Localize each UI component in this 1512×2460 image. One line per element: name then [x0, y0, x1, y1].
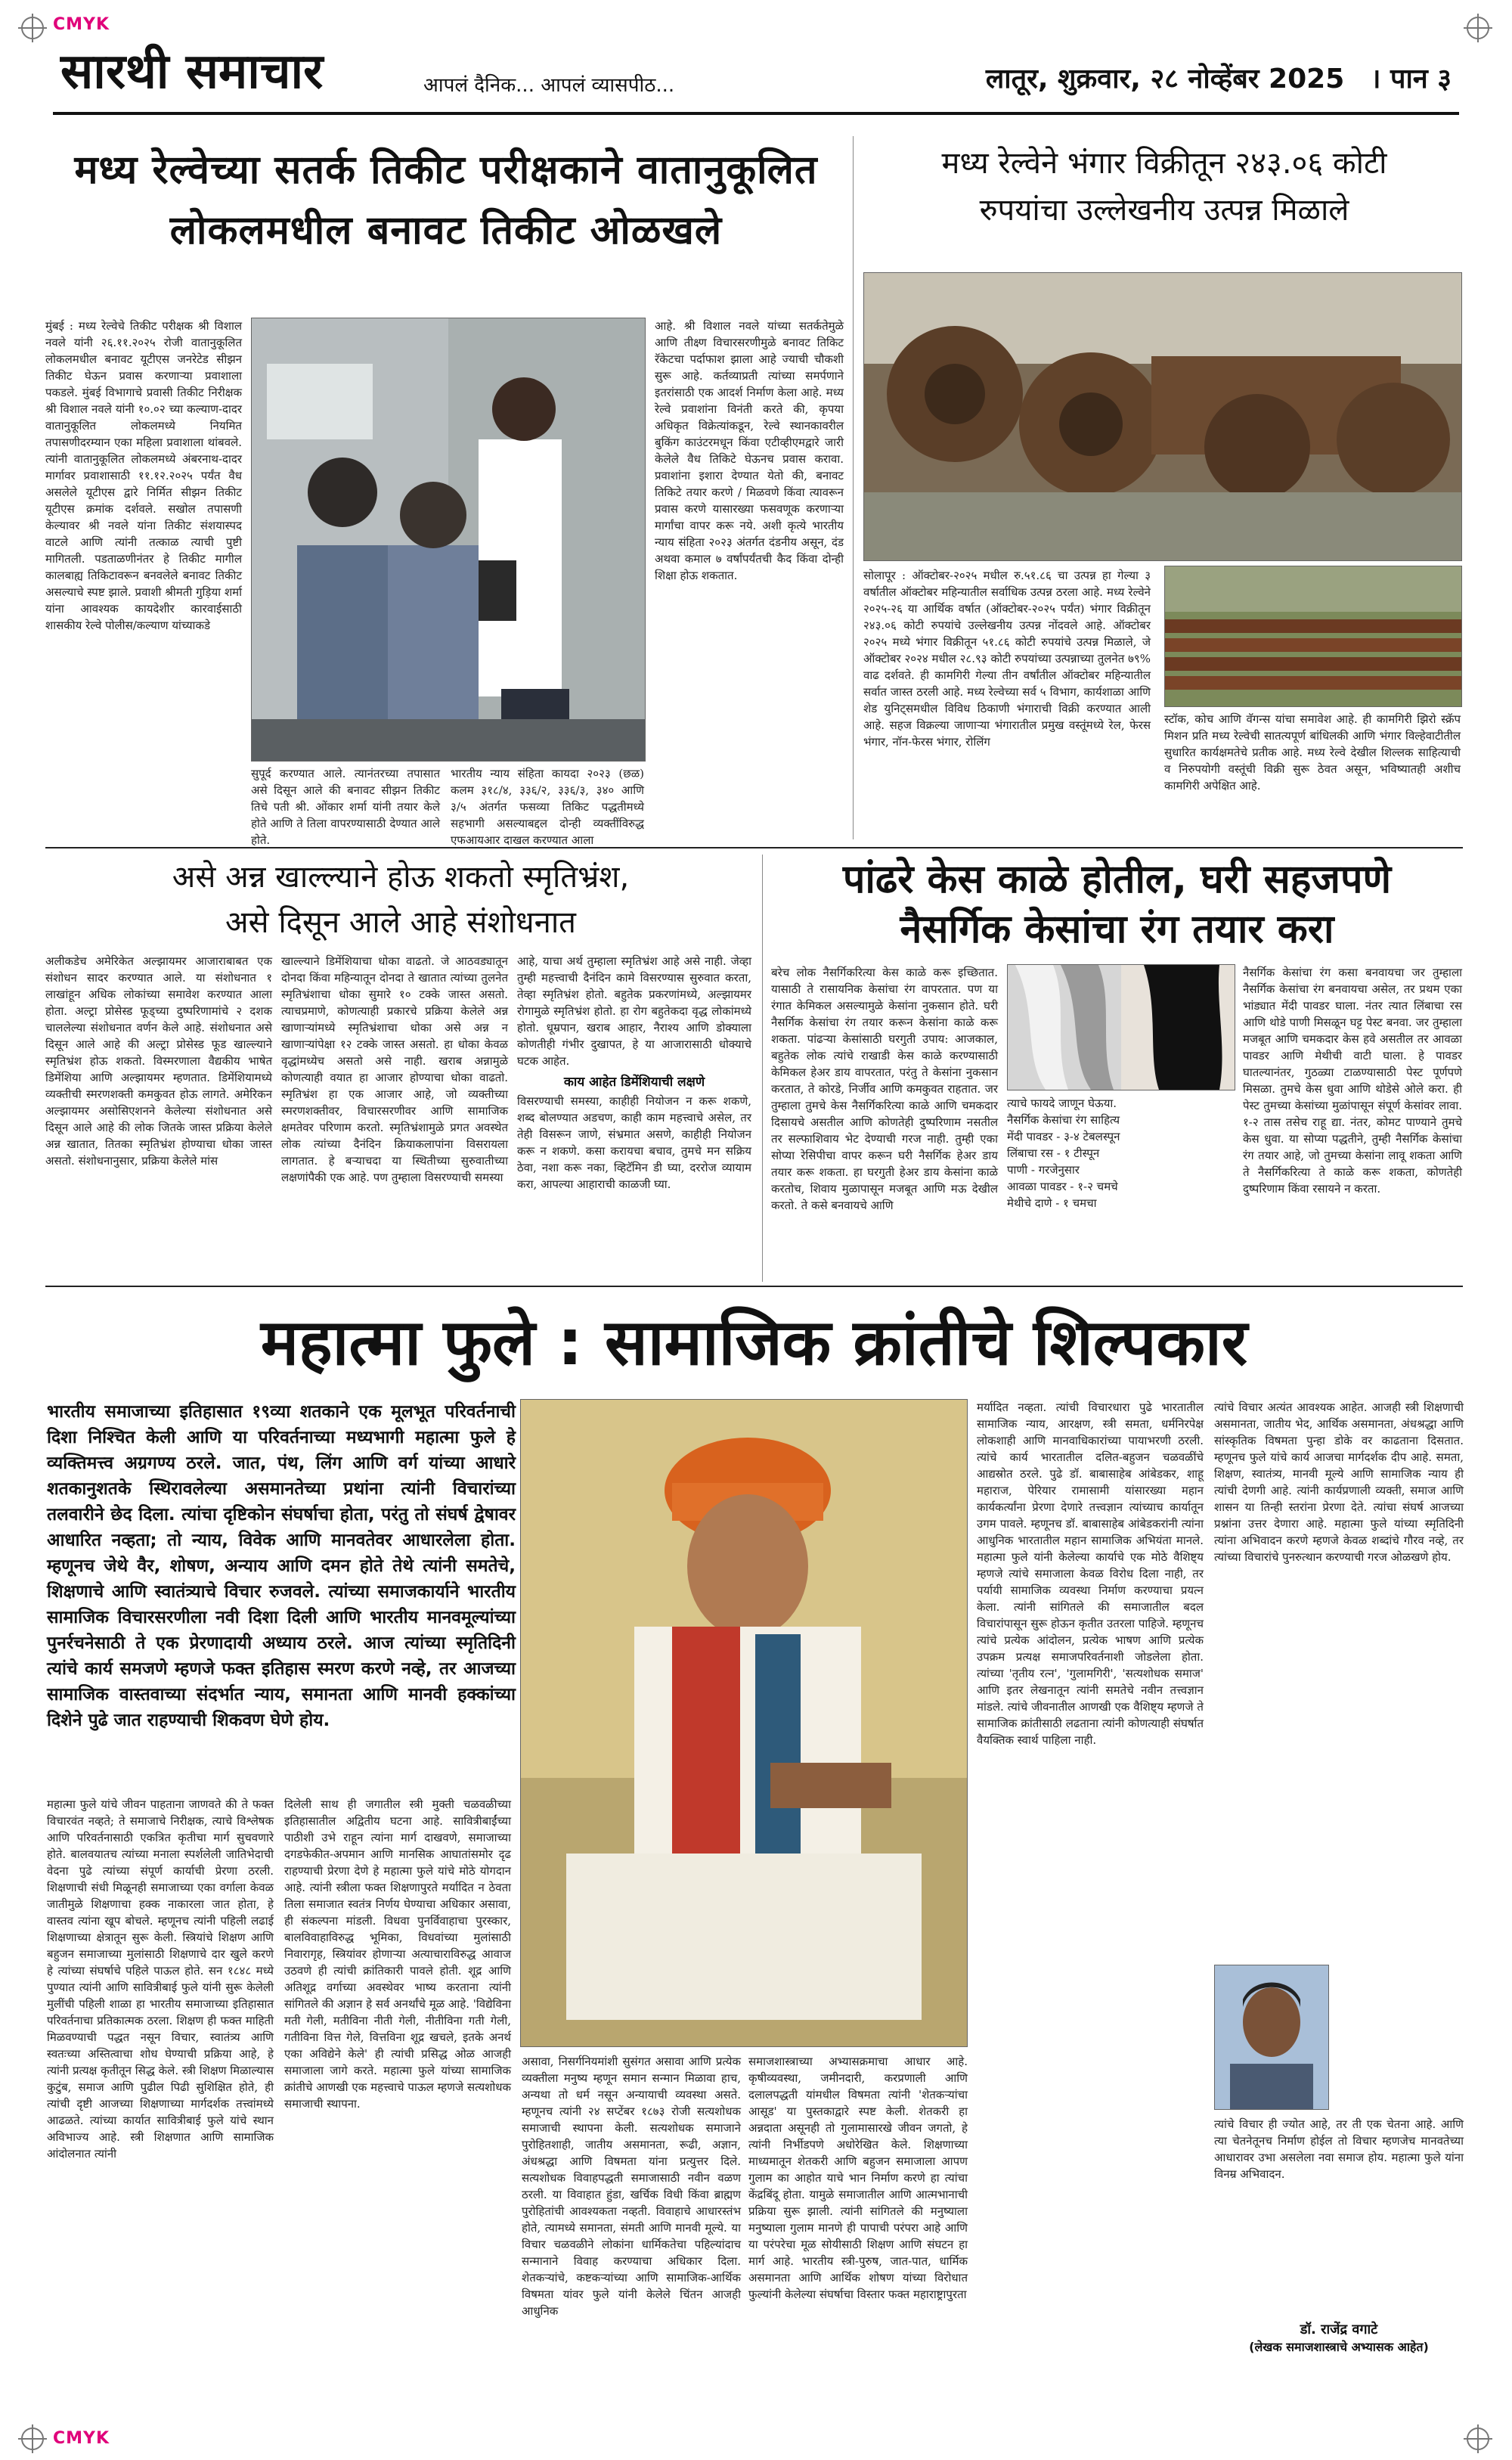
masthead-rule: [53, 112, 1459, 115]
story2-photo-rails: [1164, 566, 1462, 707]
cmyk-label-bottom: CMYK: [53, 2429, 110, 2448]
newspaper-name: सारथी समाचार: [60, 44, 324, 100]
story2-photo-scrap-wheels: [863, 272, 1462, 561]
story3-column-1: अलीकडेच अमेरिकेत अल्झायमर आजाराबाबत एक संशोधन सादर करण्यात आले. या संशोधनात १ लाखांहून अधिक लोकांच्या समावेश करण्यात आला होता. अल्ट्रा प्रोसेस्ड फूड्च्या दुष्परिणामांचे २ दशक चाललेल्या संशोधनात वर्णन केले आहे. संशोधनात असे दिसून आले आहे की अल्ट्रा प्रोसेस्ड फूड खाल्ल्याने स्मृतिभ्रंश होऊ शकतो. विस्मरणाला वैद्यकीय भाषेत डिमेंशिया आणि अल्झायमर म्हणतात. डिमेंशियामध्ये व्यक्तीची स्मरणशक्ती कमकुवत होऊ लागते. अमेरिकन अल्झायमर असोसिएशनने केलेल्या संशोधनात असे दिसून आले आहे की लोक जितके जास्त प्रक्रिया केलेले अन्न खातात, तितका स्मृतिभ्रंश होण्याचा धोका जास्त असतो. संशोधनानुसार, प्रक्रिया केलेले मांस: [45, 954, 272, 1168]
story1-headline-line1: मध्य रेल्वेच्या सतर्क तिकीट परीक्षकाने वातानुकूलित: [74, 147, 818, 193]
scrap-rails-image: [1165, 566, 1461, 706]
story4-column-2-text: त्याचे फायदे जाणून घेऊया.: [1007, 1097, 1117, 1110]
story4-column-2: [1007, 1095, 1234, 1280]
feature-intro: भारतीय समाजाच्या इतिहासात १९व्या शतकाने एक मूलभूत परिवर्तनाची दिशा निश्चित केली आणि या परिवर्तनाच्या मध्यभागी महात्मा फुले हे व्यक्तिमत्त्व अग्रगण्य ठरले. जात, पंथ, लिंग आणि वर्ग यांच्या आधारे शतकानुशतके स्थिरावलेल्या असमानतेच्या प्रथांना त्यांनी विचारांच्या तलवारीने छेद दिला. त्यांचा दृष्टिकोन संघर्षाचा होता, परंतु तो संघर्ष द्वेषावर आधारित नव्हता; तो न्याय, विवेक आणि मानवतेवर आधारलेला होता. म्हणूनच जेथे वैर, शोषण, अन्याय आणि दमन होते तेथे त्यांनी समतेचे, शिक्षणाचे आणि स्वातंत्र्याचे विचार रुजवले. त्यांच्या समाजकार्याने भारतीय सामाजिक विचारसरणीला नवी दिशा दिली आणि भारतीय मानवमूल्यांच्या पुनर्रचनेसाठी ते एक प्रेरणादायी अध्याय ठरले. आज त्यांच्या स्मृतिदिनी त्यांचे कार्य समजणे म्हणजे फक्त इतिहास स्मरण करणे नव्हे, तर आजच्या सामाजिक वास्तवाच्या संदर्भात न्याय, समानता आणि मानवी हक्कांच्या दिशेने पुढे जात राहण्याची शिकवण घेणे होय.: [47, 1402, 516, 1730]
ingredient-item: लिंबाचा रस - १ टीस्पून: [1007, 1146, 1100, 1160]
story1-column-2: सुपूर्द करण्यात आले. त्यानंतरच्या तपासात असे दिसून आले की बनावट सीझन तिकीट तिचे पती श्री. ओंकार शर्मा यांनी तयार केले होते आणि ते तिला वापरण्यासाठी देण्यात आले होते.: [251, 767, 440, 847]
story1-photo-tc-with-passengers: [251, 318, 646, 762]
hair-image: [1008, 965, 1235, 1090]
registration-mark-icon: [21, 17, 44, 39]
feature-column-6-text-b: त्यांचे विचार ही ज्योत आहे, तर ती एक चेतना आहे. आणि त्या चेतनेतूनच निर्माण होईल तो विचार म्हणजेच मानवतेच्या आधारावर उभा असलेला नवा समाज होय. महात्मा फुले यांना विनम्र अभिवादन.: [1214, 2117, 1464, 2181]
story2-column-2: स्टॉक, कोच आणि वॅगन्स यांचा समावेश आहे. ही कामगिरी झिरो स्क्रॅप मिशन प्रति मध्य रेल्वेची सातत्यपूर्ण बांधिलकी आणि भंगार विल्हेवाटीतील सुधारित कार्यक्षमतेचे प्रतीक आहे. मध्य रेल्वे देखील शिल्लक साहित्याची व निरुपयोगी वस्तूंची विक्री सुरू ठेवत असून, भविष्यातही अशीच कामगिरी अपेक्षित आहे.: [1164, 712, 1461, 793]
feature-column-6-text: त्यांचे विचार अत्यंत आवश्यक आहेत. आजही स्त्री शिक्षणाची असमानता, जातीय भेद, आर्थिक असमानता, अंधश्रद्धा आणि सांस्कृतिक विषमता पुन्हा डोके वर काढताना दिसतात. म्हणूनच फुले यांचे कार्य आजचा मार्गदर्शक दीप आहे. समता, शिक्षण, स्वातंत्र्य, मानवी मूल्ये आणि सामाजिक न्याय ही त्यांची देणगी आहे. त्यांनी कार्यप्रणाली व्यक्ती, समाज आणि शासन या तिन्ही स्तरांना प्रेरणा देते. त्यांचा संघर्ष आजच्या प्रश्नांना उत्तर देणारा आहे. महात्मा फुले यांच्या स्मृतिदिनी त्यांना अभिवादन करणे म्हणजे केवळ शब्दांचे गौरव नव्हे, तर त्यांच्या विचारांचे पुनरुत्थान करण्याची गरज ओळखणे होय.: [1214, 1401, 1464, 1564]
story3-column-3-text-b: विसरण्याची समस्या, काहीही नियोजन न करू शकणे, शब्द बोलण्यात अडचण, काही काम महत्त्वाचे असेल, तर तेही विसरून जाणे, संभ्रमात असणे, काहीही नियोजन करू न शकणे. कसा करायचा बचाव, तुमचे मन सक्रिय ठेवा, नशा करू नका, व्हिटॅमिन डी घ्या, दररोज व्यायाम करा, आपल्या आहाराची काळजी घ्या.: [517, 1094, 751, 1191]
story4-photo-hair: [1007, 964, 1235, 1090]
story3-subhead: काय आहेत डिमेंशियाची लक्षणे: [563, 1075, 705, 1090]
feature-headline: महात्मा फुले : सामाजिक क्रांतीचे शिल्पकार: [260, 1305, 1248, 1379]
feature-column-2: दिलेली साथ ही जगातील स्त्री मुक्ती चळवळीच्या इतिहासातील अद्वितीय घटना आहे. सावित्रीबाईंच्या पाठीशी उभे राहून त्यांना मार्ग दाखवणे, समाजाच्या दगडफेकीत-अपमान आणि मानसिक आघातांसमोर दृढ राहण्याची प्रेरणा देणे हे महात्मा फुले यांचे मोठे योगदान आहे. त्यांनी स्त्रीला फक्त शिक्षणापुरते मर्यादित न ठेवता तिला समाजात स्वतंत्र निर्णय घेण्याचा अधिकार असावा, ही संकल्पना मांडली. विधवा पुनर्विवाहाचा पुरस्कार, बालविवाहाविरुद्ध भूमिका, विधवांच्या मुलांसाठी निवारागृह, स्त्रियांवर होणाऱ्या अत्याचाराविरुद्ध आवाज उठवणे ही त्यांची क्रांतिकारी पावले होती. शूद्र आणि अतिशूद्र वर्गाच्या अवस्थेवर भाष्य करताना त्यांनी सांगितले की अज्ञान हे सर्व अनर्थांचे मूळ आहे. 'विद्येविना मती गेली, मतीविना नीती गेली, नीतीविना गती गेली, गतीविना वित्त गेले, वित्तविना शूद्र खचले, इतके अनर्थ एका अविद्येने केले' ही त्यांची प्रसिद्ध ओळ आजही समाजाला जागे करते. महात्मा फुले यांच्या सामाजिक क्रांतीचे आणखी एक महत्त्वाचे पाऊल म्हणजे सत्यशोधक समाजाची स्थापना.: [284, 1798, 511, 2111]
story1-headline-line2: लोकलमधील बनावट तिकीट ओळखले: [169, 208, 723, 253]
feature-column-4: समाजशास्त्राच्या अभ्यासक्रमाचा आधार आहे. कृषीव्यवस्था, जमीनदारी, करप्रणाली आणि दलालपद्धती यांमधील विषमता त्यांनी 'शेतकऱ्यांचा आसूड' या पुस्तकाद्वारे स्पष्ट केली. शेतकरी हा अन्नदाता असूनही तो गुलामासारखे जीवन जगतो, हे त्यांनी निर्भीडपणे अधोरेखित केले. शिक्षणाच्या माध्यमातून शेतकरी आणि बहुजन समाजाला आपण गुलाम का आहोत याचे भान निर्माण करणे हा त्यांचा केंद्रबिंदू होता. यामुळे समाजातील आणि आत्मभानाची प्रक्रिया सुरू झाली. त्यांनी सांगितले की मनुष्याला मनुष्याला गुलाम मानणे ही पापाची परंपरा आहे आणि या परंपरेचा मूळ सोयीसाठी शिक्षण आणि संघटन हा मार्ग आहे. भारतीय स्त्री-पुरुष, जात-पात, धार्मिक असमानता आणि आर्थिक शोषण यांच्या विरोधात फुल्यांनी केलेल्या संघर्षाचा विस्तार फक्त महाराष्ट्रापुरता: [748, 2055, 968, 2301]
author-name: डॉ. राजेंद्र वगाटे: [1300, 2322, 1378, 2337]
author-photo: [1214, 1965, 1329, 2110]
cmyk-label-top: CMYK: [53, 15, 110, 34]
story1-column-4: आहे. श्री विशाल नवले यांच्या सतर्कतेमुळे आणि तीक्ष्ण विचारसरणीमुळे बनावट तिकिट रॅकेटचा पर्दाफाश झाला आहे ज्याची चौकशी सुरू आहे. कर्तव्याप्रती त्यांच्या समर्पणाने इतरांसाठी एक आदर्श निर्माण केला आहे. मध्य रेल्वे प्रवाशांना विनंती करते की, कृपया अधिकृत विक्रेत्यांकडून, रेल्वे स्थानकावरील बुकिंग काउंटरमधून किंवा एटीव्हीएमद्वारे जारी केलेले वैध तिकिटे घेऊनच प्रवास करावा. प्रवाशांना इशारा देण्यात येतो की, बनावट तिकिटे तयार करणे / मिळवणे किंवा त्यावरून प्रवास करणे यासारख्या फसवणूक करणाऱ्या मार्गांचा वापर करू नये. अशी कृत्ये भारतीय न्याय संहिता २०२३ अंतर्गत दंडनीय असून, दंड अथवा कमाल ७ वर्षांपर्यंतची कैद किंवा दोन्ही शिक्षा होऊ शकतात.: [655, 319, 844, 582]
story3-column-2: खाल्ल्याने डिमेंशियाचा धोका वाढतो. जे आठवड्यातून दोनदा किंवा महिन्यातून दोनदा ते खातात त्यांच्या तुलनेत स्मृतिभ्रंशाचा धोका सुमारे १० टक्के जास्त असतो. त्याचप्रमाणे, कोणत्याही प्रकारचे प्रक्रिया केलेले अन्न खाणाऱ्यांमध्ये स्मृतिभ्रंशाचा धोका असे अन्न न खाणाऱ्यांपेक्षा १२ टक्के जास्त असतो. हा धोका केवळ वृद्धांमध्येच असतो असे नाही. खराब अन्नामुळे कोणत्याही वयात हा आजार होण्याचा धोका वाढतो. स्मृतिभ्रंश हा एक आजार आहे, जो व्यक्तीच्या स्मरणशक्तीवर, विचारसरणीवर आणि सामाजिक क्षमतेवर परिणाम करतो. स्मृतिभ्रंशामुळे प्रगत अवस्थेत लोक त्यांच्या दैनंदिन क्रियाकलापांना विसरायला लागतात. हे बऱ्याचदा या स्थितीच्या सुरुवातीच्या लक्षणांपैकी एक आहे. पण तुम्हाला विसरण्याची समस्या: [281, 954, 508, 1184]
author-portrait-image: [1215, 1965, 1328, 2109]
story2-headline-line1: मध्य रेल्वेने भंगार विक्रीतून २४३.०६ कोटी: [941, 146, 1387, 181]
registration-mark-icon: [21, 2427, 44, 2450]
ingredient-item: मेथीचे दाणे - १ चमचा: [1007, 1196, 1097, 1210]
story4-column-3: नैसर्गिक केसांचा रंग कसा बनवायचा जर तुम्हाला नैसर्गिक केसांचा रंग बनवायचा असेल, तर प्रथम एका भांड्यात मेंदी पावडर घाला. नंतर त्यात लिंबाचा रस आणि थोडे पाणी मिसळून घट्ट पेस्ट बनवा. जर तुम्हाला मजबूत आणि चमकदार केस हवे असतील तर आवळा पावडर आणि मेथीची वाटी घाला. हे पावडर घातल्यानंतर, गुठळ्या टाळण्यासाठी पेस्ट पूर्णपणे मिसळा. तुमचे केस धुवा आणि थोडेसे ओले करा. ही पेस्ट तुमच्या केसांच्या मुळांपासून संपूर्ण केसांवर लावा. १-२ तास तसेच राहू द्या. नंतर, कोमट पाण्याने तुमचे केस धुवा. या सोप्या पद्धतीने, तुम्ही नैसर्गिक केसांचा रंग तयार आहे, जो तुमच्या केसांना लावू शकता आणि ते नैसर्गिकरित्या ते काळे करू शकता, कोणतेही दुष्परिणाम किंवा रसायने न करता.: [1243, 966, 1462, 1196]
story4-headline-line1: पांढरे केस काळे होतील, घरी सहजपणे: [842, 857, 1392, 902]
story1-column-1: मुंबई : मध्य रेल्वेचे तिकीट परीक्षक श्री विशाल नवले यांनी २६.११.२०२५ रोजी वातानुकूलित लोकलमधील बनावट यूटीएस जनरेटेड सीझन तिकीट घेऊन प्रवास करणाऱ्या प्रवाशाला पकडले. मुंबई विभागाचे प्रवासी तिकीट निरीक्षक श्री विशाल नवले यांनी १०.०२ च्या कल्याण-दादर वातानुकूलित लोकलमध्ये नियमित तपासणीदरम्यान एका महिला प्रवाशाला थांबवले. त्यांनी वातानुकूलित लोकलमध्ये अंबरनाथ-दादर मार्गावर प्रवाशासाठी ११.१२.२०२५ पर्यंत वैध असलेले यूटीएस द्वारे निर्मित सीझन तिकीट यूटीएस क्रमांक दर्शवले. सखोल तपासणी केल्यावर श्री नवले यांना तिकीट संशयास्पद वाटले आणि त्यांनी तत्काळ त्याची पुष्टी मागितली. पडताळणीनंतर हे तिकीट मागील कालबाह्य तिकिटावरून बनवलेले बनावट तिकीट असल्याचे स्पष्ट झाले. प्रवाशी श्रीमती गुड़िया शर्मा यांना आवश्यक कायदेशीर कारवाईसाठी शासकीय रेल्वे पोलीस/कल्याण यांच्याकडे: [45, 319, 242, 632]
ingredient-item: पाणी - गरजेनुसार: [1007, 1163, 1080, 1177]
tagline: आपलं दैनिक... आपलं व्यासपीठ...: [423, 74, 675, 97]
feature-column-3: असावा, निसर्गनियमांशी सुसंगत असावा आणि प्रत्येक व्यक्तीला मनुष्य म्हणून समान सन्मान मिळावा हाच, अन्यथा तो धर्म नसून अन्यायाची व्यवस्था असते. म्हणूनच त्यांनी २४ सप्टेंबर १८७३ रोजी सत्यशोधक समाजाची स्थापना केली. सत्यशोधक समाजाने पुरोहितशाही, जातीय असमानता, रूढी, अज्ञान, अंधश्रद्धा आणि विषमता यांना प्रत्युत्तर दिले. सत्यशोधक विवाहपद्धती समाजासाठी नवीन वळण ठरली. या विवाहात हुंडा, खर्चिक विधी किंवा ब्राह्मण पुरोहितांची आवश्यकता नव्हती. विवाहाचे आधारस्तंभ होते, त्यामध्ये समानता, संमती आणि मानवी मूल्ये. या विचार चळवळीने लोकांना धार्मिकतेचा पहिल्यांदाच सन्मानाने विवाह करण्याचा अधिकार दिला. शेतकऱ्यांचे, कष्टकऱ्यांच्या आणि सामाजिक-आर्थिक विषमता यांवर फुले यांनी केलेले चिंतन आजही आधुनिक: [522, 2055, 741, 2318]
story4-headline: [771, 855, 1463, 954]
registration-mark-icon: [1467, 17, 1489, 39]
story3-column-3: [517, 953, 751, 1278]
author-note: (लेखक समाजशास्त्राचे अभ्यासक आहेत): [1249, 2340, 1429, 2354]
story3-headline-line2: असे दिसून आले आहे संशोधनात: [225, 905, 576, 940]
ingredients-title: नैसर्गिक केसांचा रंग साहित्य: [1007, 1113, 1120, 1127]
feature-column-6: [1214, 1399, 1464, 2412]
train-interior-image: [252, 318, 645, 761]
column-divider: [853, 136, 854, 839]
registration-mark-icon: [1467, 2427, 1489, 2450]
story3-column-3-text: आहे, याचा अर्थ तुम्हाला स्मृतिभ्रंश आहे असे नाही. जेव्हा तुम्ही महत्त्वाची दैनंदिन कामे विसरण्यास सुरुवात करता, तेव्हा स्मृतिभ्रंश होतो. बहुतेक प्रकरणांमध्ये, अल्झायमर रोगामुळे स्मृतिभ्रंश होतो. हा रोग बहुतेकदा वृद्ध लोकांमध्ये होतो. धूम्रपान, खराब आहार, नैराश्य आणि डोक्याला कोणतीही गंभीर दुखापत, हे या आजारासाठी धोक्याचे घटक आहेत.: [517, 954, 751, 1068]
story3-headline-line1: असे अन्न खाल्ल्याने होऊ शकतो स्मृतिभ्रंश,: [172, 860, 630, 895]
story4-headline-line2: नैसर्गिक केसांचा रंग तयार करा: [900, 907, 1334, 952]
dateline: [986, 59, 1452, 96]
story4-column-1: बरेच लोक नैसर्गिकरित्या केस काळे करू इच्छितात. यासाठी ते रासायनिक केसांचा रंग वापरतात. पण या रंगात केमिकल असल्यामुळे केसांना नुकसान होते. घरी नैसर्गिक केसांचा रंग तयार करून केसांना काळे करू शकता. पांढऱ्या केसांसाठी घरगुती उपाय: आजकाल, बहुतेक लोक त्यांचे राखाडी केस काळे करण्यासाठी केमिकल हेअर डाय वापरतात, परंतु ते केसांना नुकसान करतात, ते कोरडे, निर्जीव आणि कमकुवत राहतात. जर तुम्हाला तुमचे केस नैसर्गिकरित्या काळे आणि चमकदार दिसायचे असतील आणि कोणतेही दुष्परिणाम नसतील तर सल्फाशिवाय भेट देण्याची गरज नाही. तुम्ही एका सोप्या रेसिपीचा वापर करून घरी नैसर्गिक हेअर डाय तयार करू शकता. हा घरगुती हेअर डाय केसांना काळे करतोच, शिवाय मुळापासून मजबूत आणि मऊ देखील करतो. ते कसे बनवायचे आणि: [771, 966, 998, 1212]
story1-column-3: भारतीय न्याय संहिता कायदा २०२३ (छळ) कलम ३१८/४, ३३६/२, ३३६/३, ३४० आणि ३/५ अंतर्गत फसव्या तिकिट पद्धतीमध्ये सहभागी असल्याबद्दल दोन्ही व्यक्तींविरुद्ध एफआयआर दाखल करण्यात आला: [451, 767, 644, 847]
scrap-wheels-image: [864, 273, 1461, 560]
story2-column-1: सोलापूर : ऑक्टोबर-२०२५ मधील रु.५१.८६ चा उत्पन्न हा गेल्या ३ वर्षातील ऑक्टोबर महिन्यातील सर्वाधिक उत्पन्न ठरला आहे. मध्य रेल्वेने २०२५-२६ या आर्थिक वर्षात (ऑक्टोबर-२०२५ पर्यंत) भंगार विक्रीतून २४३.०६ कोटी रुपयांचे उल्लेखनीय उत्पन्न नोंदवले आहे. ऑक्टोबर २०२५ मध्ये भंगार विक्रीतून ५१.८६ कोटी रुपयांचे उत्पन्न मिळाले, जे ऑक्टोबर २०२४ मधील २८.९३ कोटी रुपयांच्या उत्पन्नाच्या तुलनेत ७९% वाढ दर्शवते. ही कामगिरी गेल्या तीन वर्षांतील ऑक्टोबर महिन्यातील सर्वात जास्त ठरली आहे. मध्य रेल्वेच्या सर्व ५ विभाग, कार्यशाळा आणि शेड युनिट्समधील विविध ठिकाणी भंगाराची विक्री करण्यात आली आहे. सहज विक्रल्या जाणाऱ्या भंगारातील प्रमुख वस्तूंमध्ये रेल, फेरस भंगार, नॉन-फेरस भंगार, रोलिंग: [863, 569, 1151, 749]
column-divider: [762, 855, 763, 1282]
section-divider: [45, 847, 1463, 848]
section-divider: [45, 1286, 1463, 1287]
date-text: लातूर, शुक्रवार, २८ नोव्हेंबर 2025: [985, 64, 1345, 95]
story2-headline-line2: रुपयांचा उल्लेखनीय उत्पन्न मिळाले: [979, 193, 1349, 228]
phule-portrait-image: [521, 1400, 967, 2046]
story2-headline: [862, 140, 1467, 234]
page-number: । पान ३: [1370, 64, 1452, 95]
feature-portrait-mahatma-phule: [520, 1399, 968, 2047]
feature-column-1: महात्मा फुले यांचे जीवन पाहताना जाणवते की ते फक्त विचारवंत नव्हते; ते समाजाचे निरीक्षक, त्याचे विश्लेषक आणि परिवर्तनासाठी एकत्रित कृतीचा मार्ग सुचवणारे होते. बालवयातच त्यांच्या मनाला स्पर्शलेली जातिभेदाची वेदना पुढे त्यांच्या संपूर्ण कार्याची प्रेरणा ठरली. शिक्षणाची संधी मिळूनही समाजाच्या एका वर्गाला केवळ जातीमुळे शिक्षणाचा हक्क नाकारला जात होता, हे वास्तव त्यांना खूप बोचले. म्हणूनच त्यांनी पहिली लढाई शिक्षणाच्या क्षेत्रातून सुरू केली. स्त्रियांचे शिक्षण आणि बहुजन समाजाच्या मुलांसाठी शिक्षणाचे दार खुले करणे हे त्यांच्या संघर्षाचे पहिले पाऊल होते. सन १८४८ मध्ये पुण्यात त्यांनी आणि सावित्रीबाई फुले यांनी सुरू केलेली मुलींची पहिली शाळा हा भारतीय समाजाच्या इतिहासात परिवर्तनाचा प्रतिकात्मक ठरला. शिक्षण ही फक्त माहिती मिळवण्याची पद्धत नसून विचार, स्वातंत्र्य आणि स्वतःच्या अस्तित्वाचा शोध घेण्याची प्रक्रिया आहे, हे त्यांनी प्रत्यक्ष कृतीतून सिद्ध केले. स्त्री शिक्षण मिळाल्यास कुटुंब, समाज आणि पुढील पिढी सुशिक्षित होते, ही त्यांची दृष्टी आजच्या शिक्षणाच्या मार्गदर्शक तत्त्वांमध्ये आढळते. त्यांच्या कार्यात सावित्रीबाई फुले यांचे स्थान अविभाज्य आहे. स्त्री शिक्षणात आणि सामाजिक आंदोलनात त्यांनी: [47, 1798, 274, 2161]
story3-headline: [45, 855, 756, 945]
ingredient-item: आवळा पावडर - १-२ चमचे: [1007, 1180, 1118, 1193]
ingredient-item: मेंदी पावडर - ३-४ टेबलस्पून: [1007, 1130, 1120, 1143]
story1-headline: [45, 140, 847, 261]
feature-column-5: मर्यादित नव्हता. त्यांची विचारधारा पुढे भारतातील सामाजिक न्याय, आरक्षण, स्त्री समता, धर्मनिरपेक्ष लोकशाही आणि मानवाधिकारांच्या पायाभरणी ठरली. त्यांचे कार्य भारतातील दलित-बहुजन चळवळींचे आद्यस्रोत ठरले. पुढे डॉ. बाबासाहेब आंबेडकर, शाहू महाराज, पेरियार रामासामी यांसारख्या महान कार्यकर्त्यांना प्रेरणा देणारे तत्त्वज्ञान त्यांच्याच कार्यातून उगम पावले. म्हणूनच डॉ. बाबासाहेब आंबेडकरांनी त्यांना आधुनिक भारतातील महान सामाजिक अभियंता मानले. महात्मा फुले यांनी केलेल्या कार्याचे एक मोठे वैशिष्ट्य म्हणजे त्यांचे समाजाला केवळ विरोध दिला नाही, तर पर्यायी सामाजिक व्यवस्था निर्माण करण्याचा प्रयत्न केला. त्यांनी सांगितले की समाजातील बदल विचारांपासून सुरू होऊन कृतीत उतरला पाहिजे. म्हणूनच त्यांचे प्रत्येक आंदोलन, प्रत्येक भाषण आणि प्रत्येक उपक्रम प्रत्यक्ष समाजपरिवर्तनाशी जोडलेला होता. त्यांच्या 'तृतीय रत्न', 'गुलामगिरी', 'सत्यशोधक समाज' आणि इतर लेखनातून त्यांनी समतेचे नवीन तत्त्वज्ञान मांडले. त्यांचे जीवनातील आणखी एक वैशिष्ट्य म्हणजे ते सामाजिक क्रांतीसाठी लढताना त्यांनी कोणत्याही संघर्षात वैयक्तिक स्वार्थ पाहिला नाही.: [977, 1401, 1204, 1747]
